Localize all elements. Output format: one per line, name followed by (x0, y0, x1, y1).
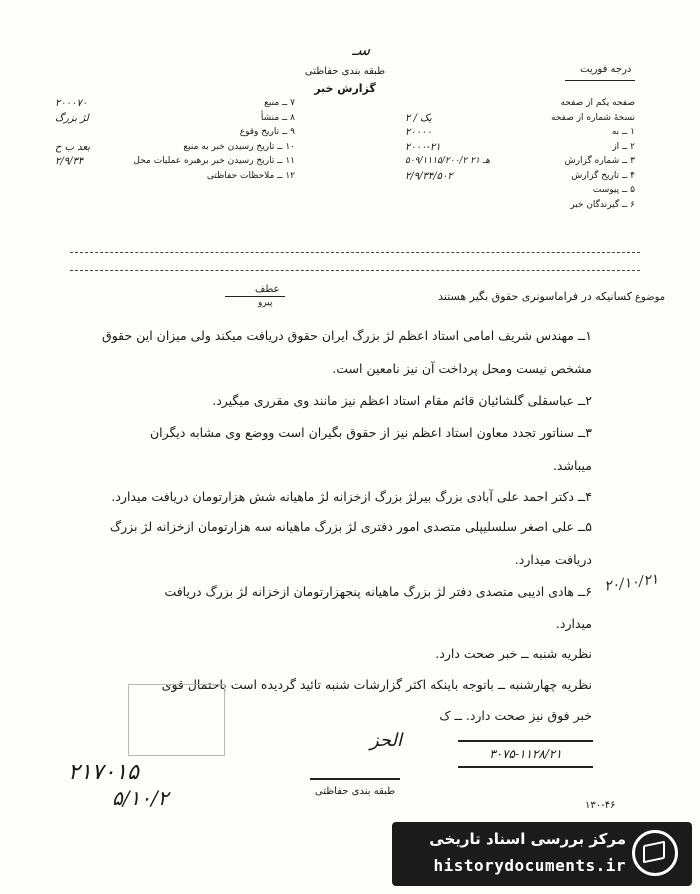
body-line: ۱ــ مهندس شریف امامی استاد اعظم لژ بزرگ ایران حقوق دریافت میکند ولی میزان این حقوق (102, 328, 592, 343)
body-line: ۳ــ سناتور تجدد معاون استاد اعظم نیز از حقوق بگیران است ووضع وی مشابه دیگران (149, 425, 592, 440)
footer-classification: طبقه بندی حفاظتی (314, 786, 396, 797)
field-row (55, 156, 295, 171)
separator (70, 252, 640, 253)
handwritten-number: ۵/۱۰/۲ (112, 786, 169, 810)
field-label: ۴ ــ تاریخ گزارش (571, 170, 635, 181)
field-label: ۱۱ ــ تاریخ رسیدن خبر برهبره عملیات محل (133, 156, 295, 166)
field-row (55, 171, 295, 186)
field-row (55, 113, 295, 128)
separator (70, 270, 640, 271)
field-value: بعد ب ح (55, 141, 91, 153)
body-line: مشخص نیست ومحل پرداخت آن نیز نامعین است. (332, 361, 592, 376)
body-line: میباشد. (552, 458, 592, 473)
field-label: نسخهٔ شماره از صفحه (551, 112, 635, 123)
field-label: ۱ ــ به (611, 127, 635, 137)
field-label: ۱۰ ــ تاریخ رسیدن خبر به منبع (183, 141, 295, 152)
field-label: ۸ ــ منشأ (260, 112, 295, 123)
margin-note: ۲۰/۱۰/۲۱ (603, 571, 660, 595)
field-label: ۱۲ ــ ملاحظات حفاظتی (206, 170, 295, 181)
field-label: ۶ ــ گیرندگان خبر (570, 199, 635, 210)
body-line: خبر فوق نیز صحت دارد. ــ ک (439, 708, 592, 723)
field-row (405, 185, 635, 200)
field-label: صفحه یکم از صفحه (560, 98, 635, 108)
body-line: ۲ــ عباسقلی گلشائیان قائم مقام استاد اعظم نیز مانند وی مقرری میگیرد. (212, 393, 592, 408)
bottom-signature (310, 756, 400, 780)
field-row (55, 142, 295, 157)
body-line: نظریه شنبه ــ خبر صحت دارد. (435, 646, 592, 661)
field-label: ۵ ــ پیوست (592, 185, 635, 195)
field-label: ۷ ــ منبع (264, 98, 295, 108)
field-row (405, 142, 635, 157)
left-fields (55, 98, 295, 185)
header-signature: سـ (352, 40, 371, 59)
subject-text: کسانیکه در فراماسونری حقوق بگیر هستند (438, 290, 632, 303)
form-code: ۱۳۰-۴۶ (585, 800, 616, 811)
handwritten-number: ۲۱۷۰۱۵ (68, 760, 139, 785)
watermark-banner (392, 822, 692, 886)
field-value: یک / ۲ (405, 112, 432, 124)
field-row (405, 200, 635, 215)
body-line: نظریه چهارشنبه ــ باتوجه باینکه اکثر گزارشات شنبه تائید گردیده است باحتمال قوی (161, 677, 592, 692)
registration-stamp (458, 740, 593, 768)
right-fields (405, 98, 635, 214)
watermark-logo-icon (632, 830, 678, 876)
form-title: گزارش خبر (314, 82, 376, 95)
field-label: ۲ ــ از (612, 141, 635, 152)
field-row (405, 113, 635, 128)
body-line: دریافت میدارد. (514, 552, 592, 567)
stamp-number: ۳۰۷۵-۱۱۲۸/۲۱ (489, 747, 562, 761)
field-row (405, 156, 635, 171)
field-row (55, 98, 295, 113)
field-label: ۳ ــ شماره گزارش (564, 156, 635, 166)
field-value: ۲/۹/۳۴/۵۰۲ (405, 170, 453, 182)
header-classification: طبقه بندی حفاظتی (304, 66, 386, 77)
field-value: لژ بزرگ (55, 112, 89, 124)
field-value: ۲/۹/۳۴ (55, 156, 84, 167)
stamp-box (128, 684, 225, 756)
body-line: ۴ــ دکتر احمد علی آبادی بزرگ بیرلژ بزرگ ازخزانه لژ ماهیانه شش هزارتومان دریافت میدارد. (111, 489, 592, 504)
body-line: میدارد. (555, 616, 592, 631)
field-row (405, 98, 635, 113)
priority-label: درجه فوریت (580, 64, 632, 75)
field-value: ۲۰۰۰۰ (405, 127, 432, 138)
field-value: ۲۰۰۰-۲۱ (405, 141, 441, 153)
field-value: ۵۰۹/۱۱۱۵/۲۰۰/۲ هـ ۲۱ (405, 156, 491, 166)
ref-peyro: پیرو (258, 298, 273, 308)
signature: الحز (370, 730, 403, 751)
field-row (405, 127, 635, 142)
field-label: ۹ ــ تاریخ وقوع (239, 127, 295, 137)
body-line: ۵ــ علی اصغر سلسلیپلی متصدی امور دفتری لژ بزرگ ماهیانه سه هزارتومان ازخزانه لژ بزرگ (109, 519, 592, 534)
field-row (55, 127, 295, 142)
field-value: ۲۰۰۰۷۰ (55, 98, 88, 109)
field-row (405, 171, 635, 186)
body-line: ۶ــ هادی ادیبی متصدی دفتر لژ بزرگ ماهیانه پنجهزارتومان ازخزانه لژ بزرگ دریافت (164, 584, 592, 599)
ref-atf: عطف (255, 284, 280, 295)
watermark-url: historydocuments.ir (433, 856, 626, 875)
watermark-title: مرکز بررسی اسناد تاریخی (429, 830, 626, 848)
subject-label: موضوع (635, 292, 666, 303)
